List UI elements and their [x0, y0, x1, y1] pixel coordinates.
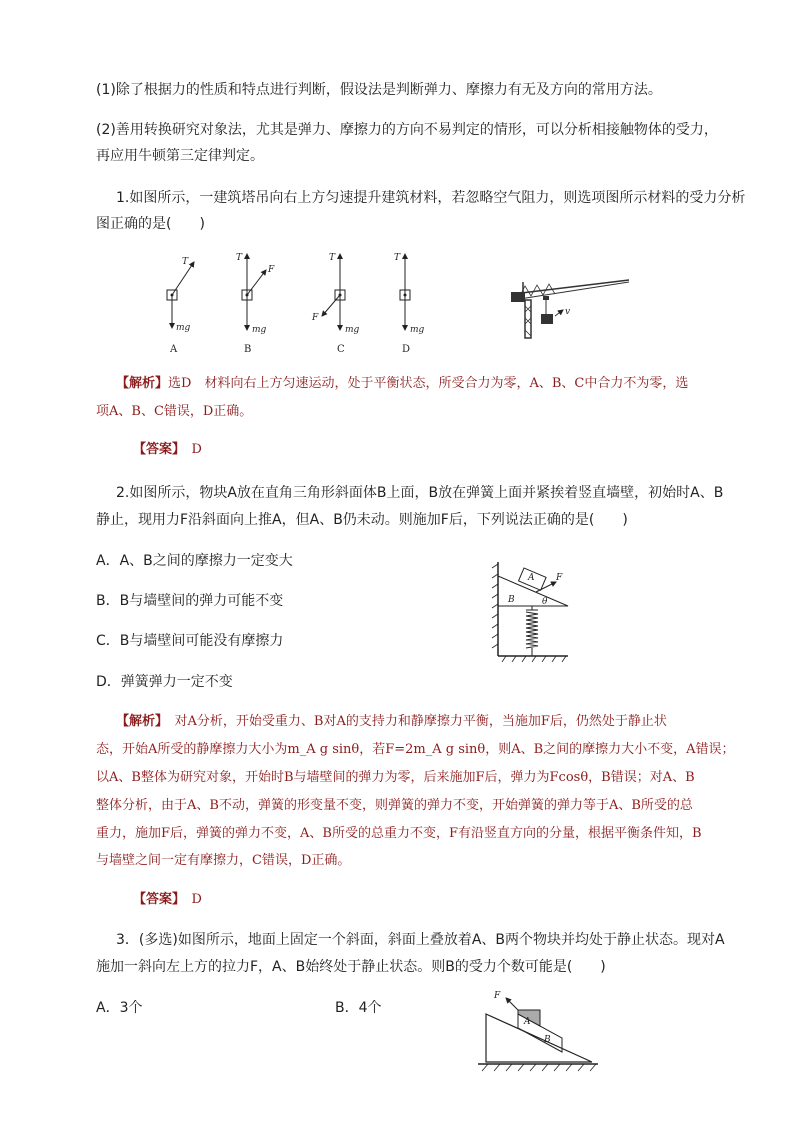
q3-stem-line2: 施加一斜向左上方的拉力F，A、B始终处于静止状态。则B的受力个数可能是( ) — [96, 959, 606, 975]
q1-c-label-f: F — [312, 313, 319, 323]
q2-analysis-line2: 态，开始A所受的静摩擦力大小为m_A g sinθ，若F=2m_A g sinθ，则A、B之间的摩擦力大小不变，A错误； — [96, 742, 735, 757]
q1-a-label-t: T — [182, 257, 189, 267]
q1-options-figure — [150, 246, 440, 358]
q3-option-a[interactable]: A．3个 — [96, 1000, 143, 1016]
q1-d-label-t: T — [394, 253, 401, 263]
q1-answer: 【答案】 D — [133, 442, 202, 457]
q3-label-f: F — [494, 991, 501, 1001]
q1-c-label-t: T — [329, 253, 336, 263]
q1-b-label-f: F — [268, 265, 275, 275]
tower-crane-figure — [505, 272, 635, 342]
q1-option-c-caption: C — [337, 344, 345, 355]
q2-label-theta: θ — [542, 597, 548, 607]
q1-d-label-mg: mg — [410, 325, 425, 335]
q3-option-b[interactable]: B．4个 — [335, 1000, 382, 1016]
q2-label-a: A — [528, 573, 535, 583]
q1-analysis-line1: 【解析】选D 材料向右上方匀速运动，处于平衡状态，所受合力为零，A、B、C中合力不为零，选 — [116, 376, 689, 391]
q2-analysis-line6: 与墙壁之间一定有摩擦力，C错误，D正确。 — [96, 853, 351, 868]
q1-b-label-t: T — [236, 253, 243, 263]
q2-option-a[interactable]: A．A、B之间的摩擦力一定变大 — [96, 553, 293, 569]
q1-analysis-line2: 项A、B、C错误，D正确。 — [96, 404, 253, 419]
q2-analysis-line5: 重力，施加F后，弹簧的弹力不变，A、B所受的总重力不变，F有沿竖直方向的分量，根据平衡条件知，B — [96, 826, 702, 841]
crane-velocity-label: v — [565, 307, 571, 317]
q1-option-a-caption: A — [170, 344, 178, 355]
q3-stem-line1: 3．(多选)如图所示，地面上固定一个斜面，斜面上叠放着A、B两个物块并均处于静止状态。现对A — [116, 932, 725, 948]
q2-stem-line2: 静止，现用力F沿斜面向上推A，但A、B仍未动。则施加F后，下列说法正确的是( ) — [96, 512, 628, 528]
intro-paragraph-2-line1: (2)善用转换研究对象法，尤其是弹力、摩擦力的方向不易判定的情形，可以分析相接触物体的受力， — [96, 122, 718, 138]
q2-analysis-line1: 【解析】 对A分析，开始受重力、B对A的支持力和静摩擦力平衡，当施加F后，仍然处于静止状 — [116, 714, 667, 729]
q2-answer-tag: 【答案】 — [133, 892, 179, 907]
intro-paragraph-2-line2: 再应用牛顿第三定律判定。 — [96, 148, 264, 164]
q1-option-c-diagram — [311, 253, 360, 355]
q1-stem-line1: 1.如图所示，一建筑塔吊向右上方匀速提升建筑材料，若忽略空气阻力，则选项图所示材料的受力分析 — [116, 190, 746, 206]
q2-wedge-spring-figure — [488, 556, 588, 662]
q2-option-b[interactable]: B．B与墙壁间的弹力可能不变 — [96, 593, 284, 609]
q2-analysis-line4: 整体分析，由于A、B不动，弹簧的形变量不变，则弹簧的弹力不变，开始弹簧的弹力等于A、B所受的总 — [96, 798, 693, 813]
q1-b-label-mg: mg — [252, 325, 267, 335]
q2-analysis-line3: 以A、B整体为研究对象，开始时B与墙壁间的弹力为零，后来施加F后，弹力为Fcosθ，B错误；对A、B — [96, 770, 695, 785]
q2-stem-line1: 2.如图所示，物块A放在直角三角形斜面体B上面，B放在弹簧上面并紧挨着竖直墙壁，初始时A、B — [116, 485, 724, 501]
q3-label-a: A — [524, 1017, 531, 1027]
q2-option-c[interactable]: C．B与墙壁间可能没有摩擦力 — [96, 633, 284, 649]
q2-label-b: B — [508, 595, 515, 605]
q1-analysis-tag: 【解析】 — [116, 376, 169, 391]
q1-option-d-caption: D — [402, 344, 411, 355]
q2-analysis-tag: 【解析】 — [116, 714, 162, 729]
q1-option-a-diagram — [167, 257, 194, 355]
q1-stem-line2: 图正确的是( ) — [96, 216, 205, 232]
q1-option-d-diagram — [394, 253, 425, 355]
intro-paragraph-1: (1)除了根据力的性质和特点进行判断，假设法是判断弹力、摩擦力有无及方向的常用方法。 — [96, 82, 662, 98]
q2-label-f: F — [556, 573, 563, 583]
q2-option-d[interactable]: D．弹簧弹力一定不变 — [96, 674, 233, 690]
q3-label-b: B — [544, 1035, 551, 1045]
q1-option-b-diagram — [236, 253, 275, 355]
q3-incline-figure — [478, 984, 604, 1074]
q1-answer-tag: 【答案】 — [133, 442, 179, 457]
q1-c-label-mg: mg — [345, 325, 360, 335]
q1-a-label-mg: mg — [176, 323, 191, 333]
q2-answer: 【答案】 D — [133, 892, 202, 907]
q1-option-b-caption: B — [244, 344, 252, 355]
